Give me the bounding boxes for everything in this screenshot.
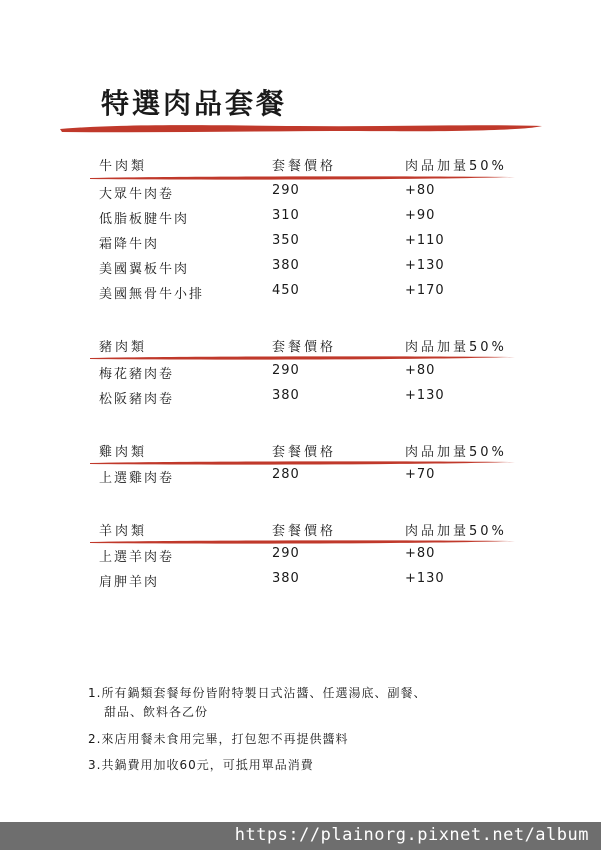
item-name: 美國翼板牛肉 bbox=[99, 262, 190, 277]
category-label: 羊肉類 bbox=[99, 524, 148, 539]
item-price: 290 bbox=[272, 363, 300, 378]
note-1-continued: 甜品、飲料各乙份 bbox=[104, 705, 209, 719]
item-name: 上選羊肉卷 bbox=[99, 550, 175, 565]
extra-column-header: 肉品加量50% bbox=[405, 159, 507, 174]
item-extra: +170 bbox=[405, 283, 445, 298]
table-row bbox=[0, 255, 601, 279]
price-column-header: 套餐價格 bbox=[272, 340, 337, 355]
item-extra: +80 bbox=[405, 183, 436, 198]
category-label: 豬肉類 bbox=[99, 340, 148, 355]
item-price: 380 bbox=[272, 258, 300, 273]
table-row bbox=[0, 385, 601, 409]
category-label: 雞肉類 bbox=[99, 445, 148, 460]
title-brush-stroke bbox=[58, 121, 544, 135]
item-extra: +130 bbox=[405, 571, 445, 586]
table-row bbox=[0, 360, 601, 384]
item-name: 肩胛羊肉 bbox=[99, 575, 160, 590]
price-column-header: 套餐價格 bbox=[272, 524, 337, 539]
item-extra: +110 bbox=[405, 233, 445, 248]
item-name: 梅花豬肉卷 bbox=[99, 367, 175, 382]
table-row bbox=[0, 205, 601, 229]
item-price: 380 bbox=[272, 388, 300, 403]
extra-column-header: 肉品加量50% bbox=[405, 445, 507, 460]
category-label: 牛肉類 bbox=[99, 159, 148, 174]
watermark-bar bbox=[0, 822, 601, 850]
item-price: 290 bbox=[272, 546, 300, 561]
item-name: 上選雞肉卷 bbox=[99, 471, 175, 486]
item-name: 松阪豬肉卷 bbox=[99, 392, 175, 407]
note-2: 2.來店用餐未食用完畢，打包恕不再提供醬料 bbox=[88, 732, 349, 746]
price-column-header: 套餐價格 bbox=[272, 445, 337, 460]
section-header bbox=[0, 333, 601, 357]
item-extra: +130 bbox=[405, 258, 445, 273]
table-row bbox=[0, 543, 601, 567]
table-row bbox=[0, 180, 601, 204]
item-extra: +80 bbox=[405, 363, 436, 378]
item-price: 450 bbox=[272, 283, 300, 298]
section-header bbox=[0, 438, 601, 462]
watermark-url: https://plainorg.pixnet.net/album bbox=[234, 825, 589, 845]
item-extra: +80 bbox=[405, 546, 436, 561]
item-name: 低脂板腱牛肉 bbox=[99, 212, 190, 227]
item-price: 350 bbox=[272, 233, 300, 248]
item-name: 霜降牛肉 bbox=[99, 237, 160, 252]
item-name: 大眾牛肉卷 bbox=[99, 187, 175, 202]
item-price: 380 bbox=[272, 571, 300, 586]
item-extra: +130 bbox=[405, 388, 445, 403]
note-3: 3.共鍋費用加收60元，可抵用單品消費 bbox=[88, 758, 314, 772]
extra-column-header: 肉品加量50% bbox=[405, 340, 507, 355]
table-row bbox=[0, 464, 601, 488]
item-name: 美國無骨牛小排 bbox=[99, 287, 205, 302]
note-1: 1.所有鍋類套餐每份皆附特製日式沾醬、任選湯底、副餐、 bbox=[88, 686, 427, 700]
table-row bbox=[0, 230, 601, 254]
item-price: 310 bbox=[272, 208, 300, 223]
page-title: 特選肉品套餐 bbox=[101, 87, 288, 120]
table-row bbox=[0, 280, 601, 304]
price-column-header: 套餐價格 bbox=[272, 159, 337, 174]
section-header bbox=[0, 152, 601, 176]
item-extra: +70 bbox=[405, 467, 436, 482]
item-price: 280 bbox=[272, 467, 300, 482]
extra-column-header: 肉品加量50% bbox=[405, 524, 507, 539]
section-header bbox=[0, 517, 601, 541]
item-price: 290 bbox=[272, 183, 300, 198]
item-extra: +90 bbox=[405, 208, 436, 223]
table-row bbox=[0, 568, 601, 592]
